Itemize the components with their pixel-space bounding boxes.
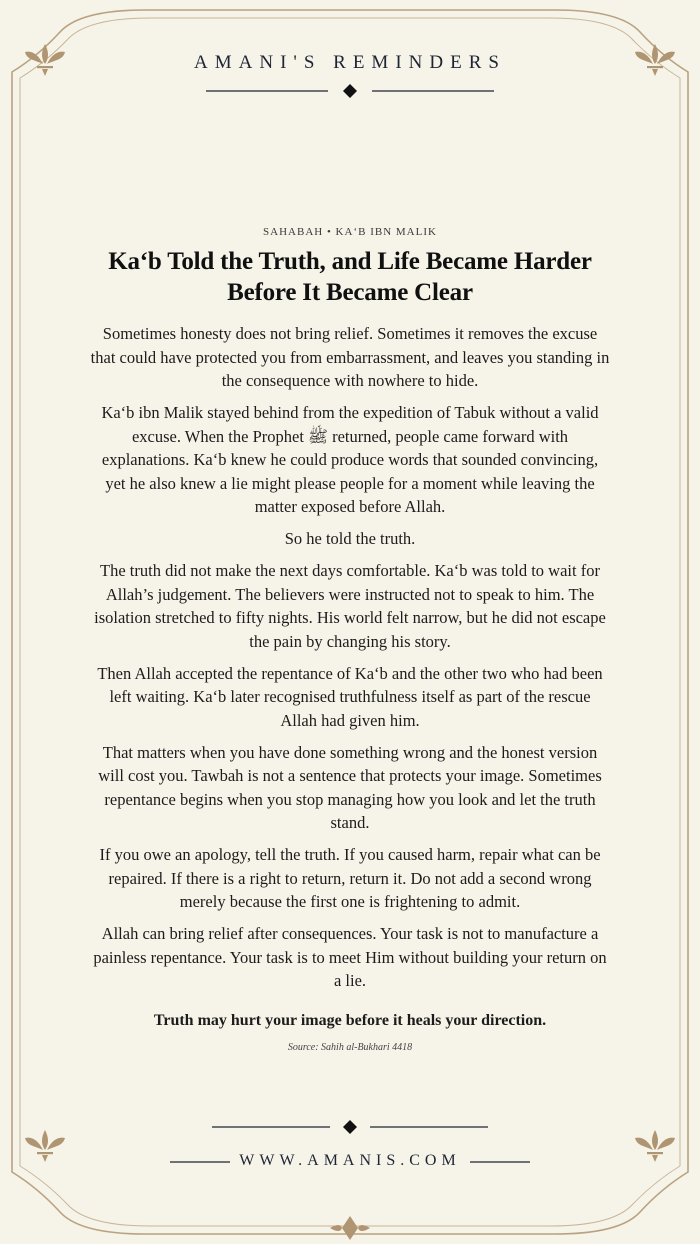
website-url: WWW.AMANIS.COM	[239, 1152, 461, 1169]
article-title	[90, 246, 610, 308]
key-takeaway: Truth may hurt your image before it heals your direction.	[153, 1011, 547, 1029]
article-category: SAHABAH • KA‘B IBN MALIK	[263, 226, 437, 238]
article-title-line-2: Before It Became Clear	[227, 279, 473, 306]
paragraph: Allah can bring relief after consequences. Your task is not to manufacture a painless repentance. Your task is to meet Him without building your return on a lie.	[93, 924, 607, 990]
paragraph: Ka‘b ibn Malik stayed behind from the expedition of Tabuk without a valid excuse. When the Prophet ﷺ returned, people came forward with explanations. Ka‘b knew he could produce words that sounded convincing, yet he also knew a lie might please people for a moment while leaving the matter exposed before Allah.	[101, 403, 599, 516]
diamond-icon	[343, 1120, 357, 1134]
source-citation: Source: Sahih al-Bukhari 4418	[287, 1041, 413, 1053]
paragraph: Then Allah accepted the repentance of Ka‘b and the other two who had been left waiting. Ka‘b later recognised truthfulness itself as part of the rescue Allah had given him.	[97, 663, 603, 730]
diamond-icon	[343, 84, 357, 98]
paragraph: The truth did not make the next days comfortable. Ka‘b was told to wait for Allah’s judgement. The believers were instructed not to speak to him. The isolation stretched to fifty nights. His world felt narrow, but he did not escape the pain by changing his story.	[94, 561, 606, 651]
brand-title: AMANI'S REMINDERS	[194, 52, 506, 73]
bottom-ornament-icon	[330, 1216, 370, 1240]
header-divider	[0, 82, 700, 100]
article	[90, 226, 610, 1063]
paragraph: If you owe an apology, tell the truth. If you caused harm, repair what can be repaired. If there is a right to return, return it. Do not add a second wrong merely because the first one is frightening to admit.	[99, 845, 601, 911]
paragraph: Sometimes honesty does not bring relief. Sometimes it removes the excuse that could have protected you from embarrassment, and leaves you standing in the consequence with nowhere to hide.	[90, 324, 610, 390]
paragraph: That matters when you have done something wrong and the honest version will cost you. Tawbah is not a sentence that protects your image. Sometimes repentance begins when you stop managing how you look and let the truth stand.	[98, 742, 602, 832]
footer-divider	[0, 1118, 700, 1136]
paragraph: So he told the truth.	[284, 529, 416, 548]
article-title-line-1: Ka‘b Told the Truth, and Life Became Harder	[108, 248, 592, 275]
